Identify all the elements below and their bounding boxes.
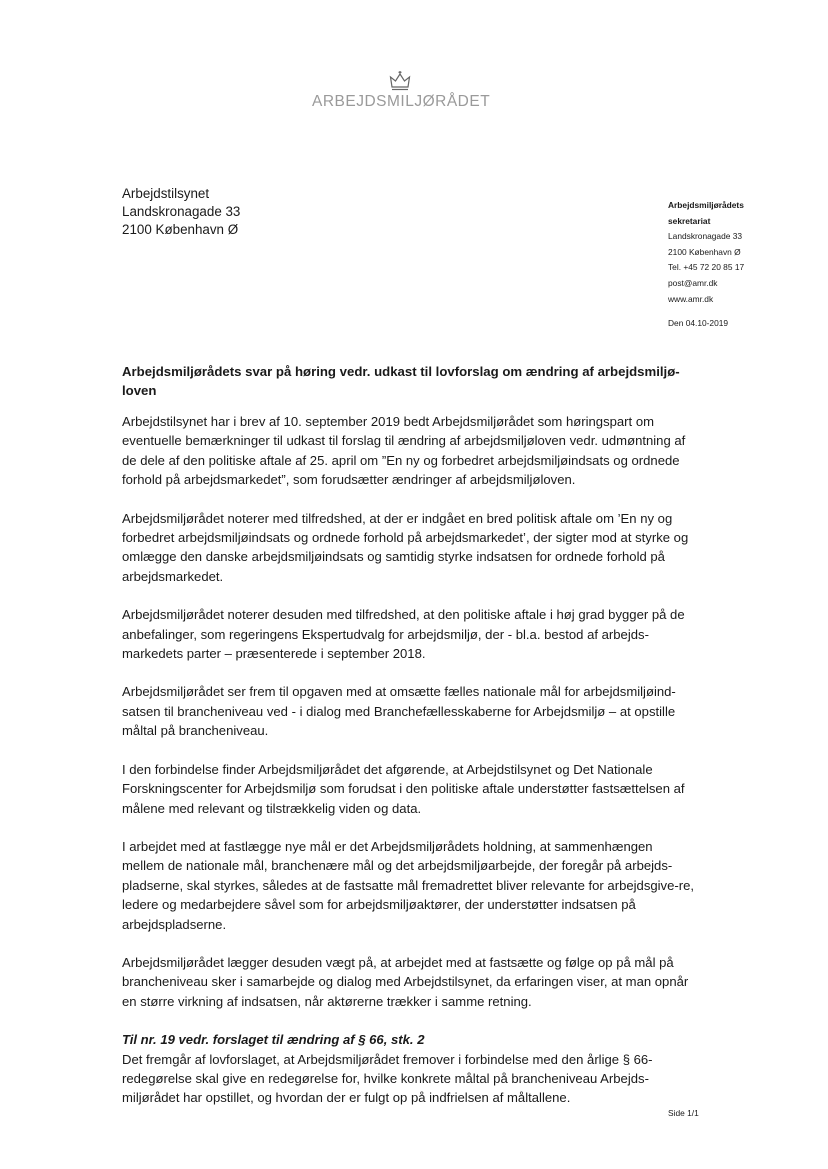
body-paragraph: Arbejdsmiljørådet noterer med tilfredshed, at der er indgået en bred politisk aftale om ’En ny og forbedret arbejdsmiljøindsats og ordnede forhold på arbejdsmarkedet’, der sigter mod at styrke og omlægge den danske arbejdsmiljøindsats og samtidig styrke indsatsen for ordnede forhold på arbejdsmarkedet. — [122, 510, 689, 584]
body-paragraph: Arbejdsmiljørådet noterer desuden med tilfredshed, at den politiske aftale i høj grad bygger på de anbefalinger, som regeringens Ekspertudvalg for arbejdsmiljø, der - bl.a. bestod af arbejds-markedets parter – præsenterede i september 2018. — [122, 607, 685, 662]
sender-name: Arbejdsmiljørådets — [668, 200, 744, 210]
sender-web: www.amr.dk — [668, 293, 714, 304]
crown-icon — [388, 70, 412, 92]
sender-street: Landskronagade 33 — [668, 231, 743, 242]
body-paragraph: Arbejdsmiljørådet lægger desuden vægt på, at arbejdet med at fastsætte og følge op på mål på brancheniveau sker i samarbejde og dialog med Arbejdstilsynet, da erfaringen viser, at man opnår en større virkning af indsatsen, når aktørerne trækker i samme retning. — [122, 954, 689, 1009]
letter-date: Den 04.10-2019 — [668, 318, 729, 328]
recipient-street: Landskronagade 33 — [122, 204, 241, 219]
recipient-name: Arbejdstilsynet — [122, 186, 210, 201]
sender-email: post@amr.dk — [668, 277, 718, 288]
letter-subject: Arbejdsmiljørådets svar på høring vedr. udkast til lovforslag om ændring af arbejdsmiljø-loven — [122, 364, 680, 398]
body-paragraph: Arbejdsmiljørådet ser frem til opgaven med at omsætte fælles nationale mål for arbejdsmiljøind-satsen til brancheniveau ved - i dialog med Branchefællesskaberne for Arbejdsmiljø – at opstille måltal på brancheniveau. — [122, 684, 676, 739]
logo-wordmark: ARBEJDSMILJØRÅDET — [312, 93, 491, 110]
page-number: Side 1/1 — [668, 1108, 699, 1118]
sender-subname: sekretariat — [668, 215, 711, 226]
body-paragraph: I arbejdet med at fastlægge nye mål er det Arbejdsmiljørådets holdning, at sammenhængen mellem de nationale mål, branchenære mål og det arbejdsmiljøarbejde, der foregår på arbejds-pladserne, skal styrkes, således at de fastsatte mål fremadrettet bliver relevante for arbejdsgive-re, ledere og medarbejdere såvel som for arbejdsmiljøaktører, der understøtter indsatsen på arbejdspladserne. — [122, 838, 695, 932]
letter-body — [122, 412, 697, 1127]
sender-block — [668, 198, 744, 307]
body-paragraph: Arbejdstilsynet har i brev af 10. september 2019 bedt Arbejdsmiljørådet som høringspart om eventuelle bemærkninger til udkast til forslag til ændring af arbejdsmiljøloven vedr. udmøntning af de dele af den politiske aftale af 25. april om ”En ny og forbedret arbejdsmiljøindsats og ordnede forhold på arbejdsmarkedet”, som forudsætter ændringer af arbejdsmiljøloven. — [122, 414, 686, 488]
section-paragraph: Det fremgår af lovforslaget, at Arbejdsmiljørådet fremover i forbindelse med den årlige § 66-redegørelse skal give en redegørelse for, hvilke konkrete måltal på brancheniveau Arbejds-miljørådet har opstillet, og hvordan der er fulgt op på indfrielsen af måltallene. — [122, 1051, 653, 1106]
recipient-address — [122, 185, 240, 239]
sender-phone: Tel. +45 72 20 85 17 — [668, 262, 745, 273]
body-paragraph: I den forbindelse finder Arbejdsmiljørådet det afgørende, at Arbejdstilsynet og Det Nationale Forskningscenter for Arbejdsmiljø som forudsat i den politiske aftale understøtter fastsættelsen af målene med relevant og tilstrækkelig viden og data. — [122, 761, 685, 816]
section-heading: Til nr. 19 vedr. forslaget til ændring af § 66, stk. 2 — [122, 1032, 425, 1048]
recipient-city: 2100 København Ø — [122, 222, 239, 237]
sender-city: 2100 København Ø — [668, 246, 741, 257]
